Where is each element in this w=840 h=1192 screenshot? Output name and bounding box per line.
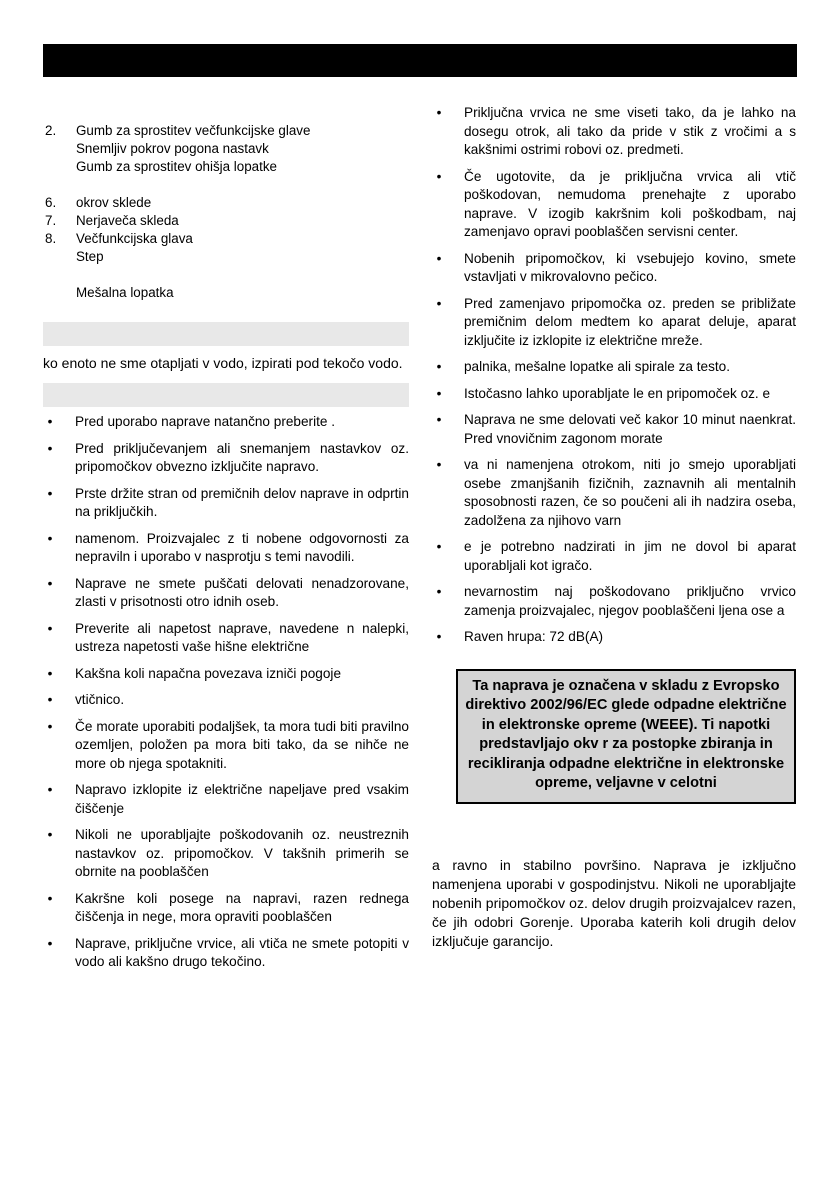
list-item: Gumb za sprostitev ohišja lopatke — [76, 159, 277, 174]
parts-list — [43, 122, 409, 302]
list-item: • Če morate uporabiti podaljšek, ta mora tudi biti pravilno ozemljen, položen pa mora biti tako, da se nihče ne more ob njega spotakniti. — [43, 718, 409, 774]
list-item: Snemljiv pokrov pogona nastavk — [76, 141, 269, 156]
bullet-icon: • — [47, 575, 53, 591]
bullet-icon: • — [47, 414, 53, 429]
list-item: • Kakršne koli posege na napravi, razen rednega čiščenja in nege, mora opraviti pooblaščen — [43, 890, 409, 927]
list-item: • Nikoli ne uporabljajte poškodovanih oz. neustreznih nastavkov oz. pripomočkov. V takšnih primerih se obrnite na pooblaščen — [43, 826, 409, 882]
bullet-icon: • — [436, 168, 442, 184]
list-item: • vtičnico. — [43, 691, 409, 710]
weee-notice-box: Ta naprava je označena v skladu z Evropsko direktivo 2002/96/EC glede odpadne električne in elektronske opreme (WEEE). Ti napotki predstavljajo okv r za postopke zbiranja in recikliranja odpadne električne in elektronske opreme, veljavne v celotni — [456, 669, 796, 804]
list-item: • Če ugotovite, da je priključna vrvica ali vtič poškodovan, nemudoma prenehajte z uporabo naprave. V izogib kakršnim koli poškodbam, naj zamenjavo opravi pooblaščen servisni center. — [432, 168, 796, 242]
right-column — [432, 100, 796, 965]
bullet-icon: • — [436, 412, 442, 427]
bullet-icon: • — [47, 718, 53, 734]
closing-paragraph: a ravno in stabilno površino. Naprava je izključno namenjena uporabi v gospodinjstvu. Nikoli ne uporabljajte nobenih pripomočkov oz. delov drugih proizvajalcev razen, če jih odobri Gorenje. Uporaba katerih koli drugih delov izključuje garancijo. — [432, 856, 796, 949]
safety-list-left — [43, 413, 409, 972]
bullet-icon: • — [47, 530, 53, 546]
list-item: • palnika, mešalne lopatke ali spirale za testo. — [432, 358, 796, 377]
bullet-icon: • — [47, 620, 53, 636]
list-item: • Prste držite stran od premičnih delov naprave in odprtin na priključkih. — [43, 485, 409, 522]
list-item: • va ni namenjena otrokom, niti jo smejo uporabljati osebe zmanjšanih fizičnih, zaznavnih ali mentalnih sposobnosti razen, če so poučeni ali ih nadzira oseba, zadolžena za njihovo varn — [432, 456, 796, 530]
bullet-icon: • — [47, 692, 53, 707]
section-header-safety — [43, 383, 409, 407]
bullet-icon: • — [436, 457, 442, 472]
list-item: • Naprave ne smete puščati delovati nenadzorovane, zlasti v prisotnosti otro idnih oseb. — [43, 575, 409, 612]
bullet-icon: • — [436, 105, 442, 120]
list-item — [43, 266, 409, 284]
list-item: • Naprava ne sme delovati več kakor 10 minut naenkrat. Pred vnovičnim zagonom morate — [432, 411, 796, 448]
bullet-icon: • — [436, 629, 442, 644]
list-item — [43, 176, 409, 194]
list-item: • Nobenih pripomočkov, ki vsebujejo kovino, smete vstavljati v mikrovalovno pečico. — [432, 250, 796, 287]
list-item: 7. Nerjaveča skleda — [45, 213, 179, 228]
bullet-icon: • — [436, 385, 442, 401]
safety-list-right — [432, 104, 796, 647]
list-item: • Pred uporabo naprave natančno preberite . — [43, 413, 409, 432]
bullet-icon: • — [47, 935, 53, 951]
list-item: • e je potrebno nadzirati in jim ne dovol bi aparat uporabljali kot igračo. — [432, 538, 796, 575]
bullet-icon: • — [47, 440, 53, 456]
bullet-icon: • — [47, 827, 53, 842]
left-column — [43, 100, 409, 980]
section-header-cleaning — [43, 322, 409, 346]
list-item: • Raven hrupa: 72 dB(A) — [432, 628, 796, 647]
list-item: • Kakšna koli napačna povezava izniči pogoje — [43, 665, 409, 684]
bullet-icon: • — [47, 890, 53, 906]
bullet-icon: • — [47, 485, 53, 501]
list-item: 8. Večfunkcijska glava — [45, 231, 193, 246]
bullet-icon: • — [436, 584, 442, 599]
bullet-icon: • — [436, 539, 442, 554]
list-item: 6. okrov sklede — [45, 195, 152, 210]
bullet-icon: • — [436, 295, 442, 311]
bullet-icon: • — [436, 250, 442, 266]
list-item: Step — [76, 249, 104, 264]
cleaning-paragraph: ko enoto ne sme otapljati v vodo, izpirati pod tekočo vodo. — [43, 355, 403, 371]
list-item: • Pred zamenjavo pripomočka oz. preden se približate premičnim delom medtem ko aparat deluje, aparat izključite iz izklopite iz električne mreže. — [432, 295, 796, 351]
list-item: • Preverite ali napetost naprave, navedene n nalepki, ustreza napetosti vaše hišne električne — [43, 620, 409, 657]
list-item: • Priključna vrvica ne sme viseti tako, da je lahko na dosegu otrok, ali tako da pride v stik z vročimi a s kakšnimi ostrimi robovi oz. predmeti. — [432, 104, 796, 160]
list-item: Mešalna lopatka — [76, 285, 174, 300]
list-item: 2. Gumb za sprostitev večfunkcijske glave — [45, 123, 311, 138]
list-item: • namenom. Proizvajalec z ti nobene odgovornosti za nepraviln i uporabo v nasprotju s temi navodili. — [43, 530, 409, 567]
bullet-icon: • — [436, 359, 442, 374]
header-bar — [43, 44, 797, 77]
list-item: • Napravo izklopite iz električne napeljave pred vsakim čiščenje — [43, 781, 409, 818]
list-item: • Pred priključevanjem ali snemanjem nastavkov oz. pripomočkov obvezno izključite napravo. — [43, 440, 409, 477]
list-item: • Istočasno lahko uporabljate le en pripomoček oz. e — [432, 385, 796, 404]
list-item: • Naprave, priključne vrvice, ali vtiča ne smete potopiti v vodo ali kakšno drugo tekočino. — [43, 935, 409, 972]
list-item: • nevarnostim naj poškodovano priključno vrvico zamenja proizvajalec, njegov pooblaščeni ljena ose a — [432, 583, 796, 620]
bullet-icon: • — [47, 782, 53, 797]
bullet-icon: • — [47, 665, 53, 681]
